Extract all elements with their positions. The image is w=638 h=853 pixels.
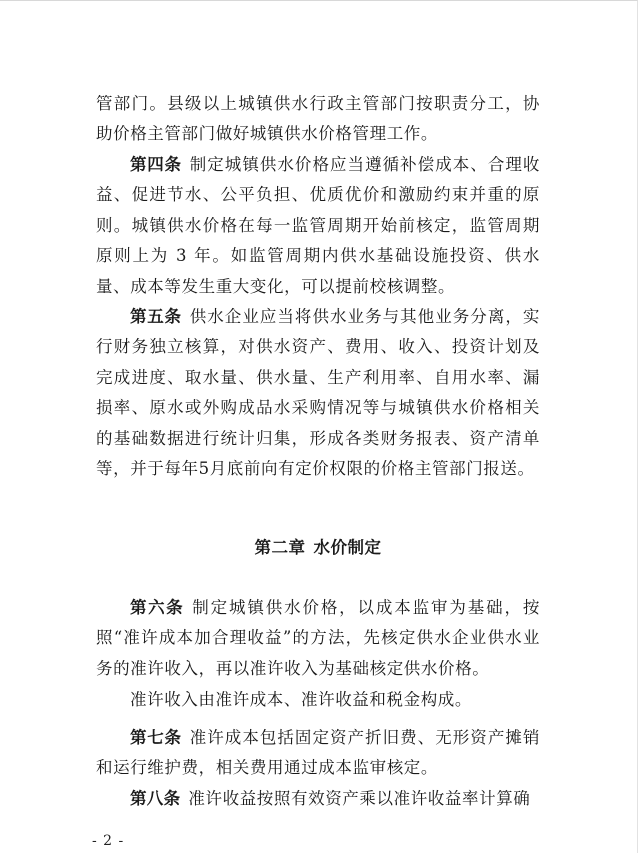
page-number: - 2 - [92,833,125,849]
article-text: 制定城镇供水价格，以成本监审为基础，按照“准许成本加合理收益”的方法，先核定供水企业供水业务的准许收入，再以准许收入为基础核定供水价格。 [96,598,540,678]
article-label: 第八条 [130,789,181,808]
article-text: 供水企业应当将供水业务与其他业务分离，实行财务独立核算，对供水资产、费用、收入、投资计划及完成进度、取水量、供水量、生产利用率、自用水率、漏损率、原水或外购成品水采购情况等与城镇供水价格相关的基础数据进行统计归集，形成各类财务报表、资产清单等，并于每年5月底前向有定价权限的价格主管部门报送。 [96,307,541,479]
article-4 [96,150,540,302]
article-6 [96,593,540,684]
article-label: 第六条 [130,598,185,617]
article-8 [96,784,540,814]
chapter-number: 第二章 [254,538,306,557]
chapter-title: 水价制定 [313,538,382,557]
article-label: 第七条 [130,728,182,747]
article-text: 制定城镇供水价格应当遵循补偿成本、合理收益、促进节水、公平负担、优质优价和激励约束并重的原则。城镇供水价格在每一监管周期开始前核定，监管周期原则上为 3 年。如监管周期内供水基础设施投资、供水量、成本等发生重大变化，可以提前校核调整。 [96,155,541,296]
paragraph-text: 准许收入由准许成本、准许收益和税金构成。 [130,690,472,709]
paragraph-allowed-revenue [96,685,540,715]
article-5 [96,302,540,484]
article-label: 第四条 [130,155,182,174]
article-text: 准许成本包括固定资产折旧费、无形资产摊销和运行维护费，相关费用通过成本监审核定。 [96,728,541,778]
article-text: 准许收益按照有效资产乘以准许收益率计算确 [188,789,531,808]
chapter-heading [96,534,540,558]
article-7 [96,723,540,784]
paragraph-continuation [96,89,540,150]
paragraph-text: 管部门。县级以上城镇供水行政主管部门按职责分工，协助价格主管部门做好城镇供水价格管理工作。 [96,94,540,144]
article-label: 第五条 [130,307,182,326]
